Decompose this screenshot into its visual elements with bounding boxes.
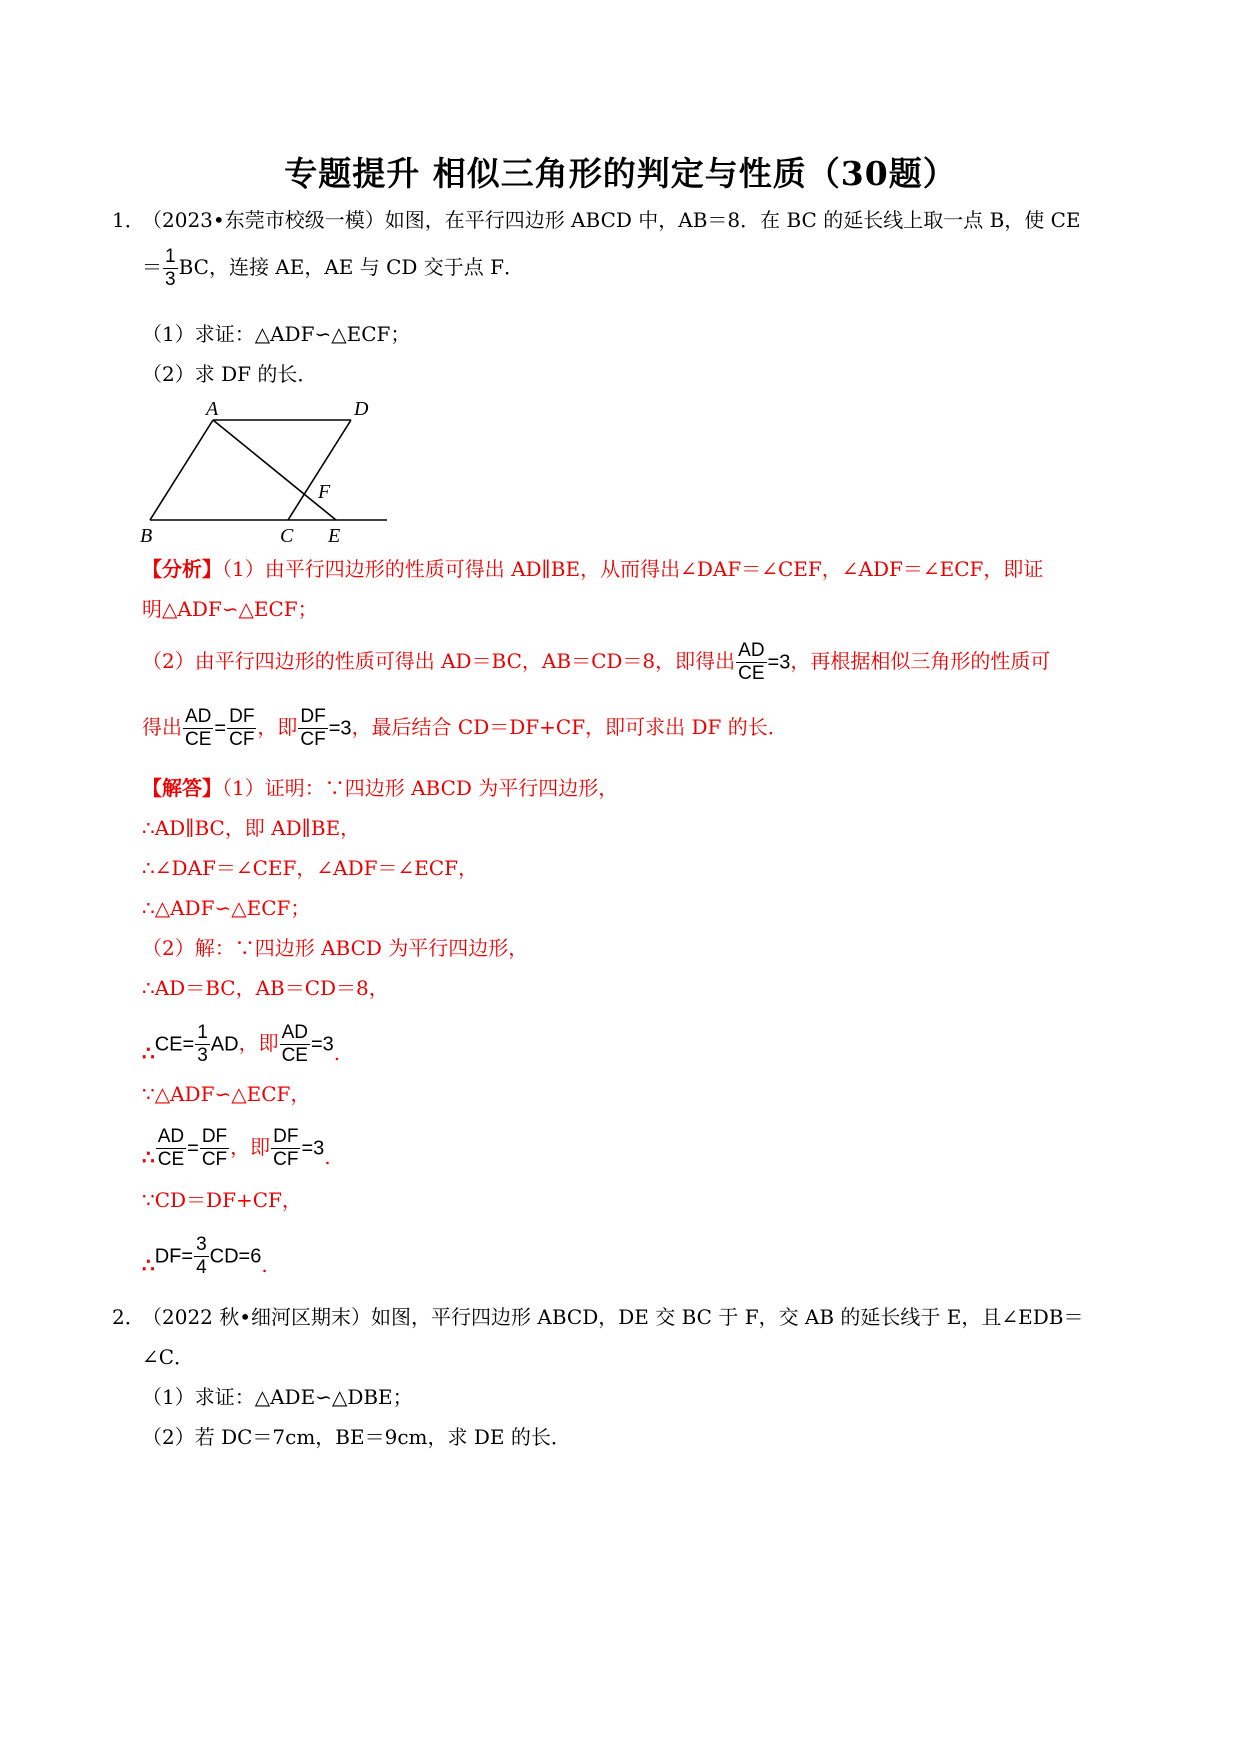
frac-den: CF xyxy=(229,729,255,750)
analysis-line1-text: （1）由平行四边形的性质可得出 AD∥BE，从而得出∠DAF＝∠CEF，∠ADF＝∠ECF，即证 xyxy=(222,557,1044,581)
analysis-tag: 【分析】 xyxy=(142,557,222,581)
answer-frac-ad-ce-2 xyxy=(156,1126,186,1171)
answer-line2: ∴AD∥BC，即 AD∥BE， xyxy=(142,816,361,840)
answer-ce-eq: CE= xyxy=(154,1033,195,1056)
answer-l1-text: （1）证明：∵四边形 ABCD 为平行四边形， xyxy=(222,776,619,800)
frac-num: DF xyxy=(273,1126,299,1147)
answer-cd-eq6: CD=6 xyxy=(209,1245,262,1268)
frac-den: 4 xyxy=(196,1257,207,1278)
q2-part2: （2）若 DC＝7cm，BE＝9cm，求 DE 的长． xyxy=(142,1425,571,1449)
therefore-symbol: ∴ xyxy=(142,1145,155,1169)
answer-frac-df-cf xyxy=(200,1126,229,1171)
analysis-eq3: =3 xyxy=(767,651,791,674)
frac-den: CF xyxy=(300,729,326,750)
frac-num: AD xyxy=(185,706,212,727)
frac-num: AD xyxy=(738,640,765,661)
frac-den: CE xyxy=(738,663,765,684)
frac-num: 1 xyxy=(197,1022,208,1043)
q2-line2: ∠C． xyxy=(142,1345,195,1369)
answer-eq: = xyxy=(187,1137,199,1160)
segment-AE xyxy=(213,420,336,520)
q1-number: 1． xyxy=(112,208,145,232)
frac-den: CF xyxy=(201,1149,228,1170)
frac-den: CF xyxy=(273,1149,299,1170)
frac-num: 3 xyxy=(196,1234,207,1255)
answer-line8: ∵△ADF∽△ECF， xyxy=(142,1082,311,1106)
analysis-frac-df-cf-2 xyxy=(298,706,327,751)
frac-den: CE xyxy=(185,729,212,750)
q1-fraction xyxy=(163,246,178,291)
therefore-symbol: ∴ xyxy=(142,1041,155,1065)
frac-den: 3 xyxy=(197,1045,208,1066)
frac-num: DF xyxy=(300,706,326,727)
frac-num: AD xyxy=(157,1126,185,1147)
analysis-frac-ad-ce xyxy=(736,640,766,685)
q1-part2: （2）求 DF 的长． xyxy=(142,362,318,386)
answer-frac-df-cf-2 xyxy=(271,1126,300,1171)
frac-num: DF xyxy=(201,1126,228,1147)
answer-line5: （2）解：∵四边形 ABCD 为平行四边形， xyxy=(142,936,529,960)
q1-frac-den: 3 xyxy=(165,269,176,290)
frac-num: DF xyxy=(229,706,255,727)
label-A: A xyxy=(206,398,219,420)
answer-line7 xyxy=(142,1022,340,1067)
q1-line2-post: BC，连接 AE，AE 与 CD 交于点 F． xyxy=(178,255,525,279)
answer-l7-mid: ，即 xyxy=(238,1031,279,1055)
side-AB xyxy=(150,420,213,520)
frac-den: CE xyxy=(281,1045,308,1066)
answer-line6: ∴AD＝BC，AB＝CD＝8， xyxy=(142,976,389,1000)
parallelogram-figure xyxy=(140,398,400,546)
answer-frac-ad-ce xyxy=(280,1022,310,1067)
analysis-eq: = xyxy=(214,717,227,740)
answer-tag: 【解答】 xyxy=(142,776,222,800)
analysis-frac-df-cf xyxy=(227,706,256,751)
period: . xyxy=(333,1041,341,1065)
analysis-line4-pre: 得出 xyxy=(142,715,182,739)
q1-equals: ＝ xyxy=(142,255,162,279)
answer-eq3-b: =3 xyxy=(301,1137,325,1160)
q2-number: 2． xyxy=(112,1305,145,1329)
label-E: E xyxy=(328,525,341,546)
analysis-line3 xyxy=(142,640,1050,685)
analysis-line3-post: ，再根据相似三角形的性质可 xyxy=(790,649,1051,673)
answer-ad: AD xyxy=(210,1033,239,1056)
q1-line2 xyxy=(142,246,524,291)
label-B: B xyxy=(140,525,153,546)
q1-frac-num: 1 xyxy=(165,246,176,267)
analysis-line4 xyxy=(142,706,788,751)
frac-den: CE xyxy=(157,1149,185,1170)
answer-line3: ∴∠DAF＝∠CEF，∠ADF＝∠ECF， xyxy=(142,856,479,880)
answer-line9 xyxy=(142,1126,331,1171)
side-DC xyxy=(288,420,351,520)
label-C: C xyxy=(280,525,294,546)
analysis-line1 xyxy=(142,555,1043,583)
analysis-frac-ad-ce-2 xyxy=(183,706,213,751)
answer-line10: ∵CD＝DF+CF， xyxy=(142,1188,302,1212)
answer-line4: ∴△ADF∽△ECF； xyxy=(142,896,311,920)
answer-frac-1-3 xyxy=(195,1022,210,1067)
q2-line1: （2022 秋•细河区期末）如图，平行四边形 ABCD，DE 交 BC 于 F，交 AB 的延长线于 E，且∠EDB＝ xyxy=(142,1305,1084,1329)
q1-part1: （1）求证：△ADF∽△ECF； xyxy=(142,322,411,346)
analysis-line4-mid: ，即 xyxy=(257,715,298,739)
answer-frac-3-4 xyxy=(194,1234,209,1279)
label-D: D xyxy=(354,398,369,420)
period: . xyxy=(261,1253,268,1277)
answer-line11 xyxy=(142,1234,268,1279)
answer-l9-mid: ，即 xyxy=(230,1135,271,1159)
answer-line1 xyxy=(142,774,618,802)
therefore-symbol: ∴ xyxy=(142,1253,155,1277)
q2-part1: （1）求证：△ADE∽△DBE； xyxy=(142,1385,413,1409)
frac-num: AD xyxy=(281,1022,308,1043)
answer-df-eq: DF= xyxy=(154,1245,194,1268)
q1-line1: （2023•东莞市校级一模）如图，在平行四边形 ABCD 中，AB＝8．在 BC 的延长线上取一点 B，使 CE xyxy=(142,208,1081,232)
analysis-eq3-b: =3 xyxy=(328,717,352,740)
answer-eq3: =3 xyxy=(310,1033,334,1056)
analysis-line4-post: ，最后结合 CD＝DF+CF，即可求出 DF 的长． xyxy=(351,715,788,739)
page-title: 专题提升 相似三角形的判定与性质（30题） xyxy=(284,154,957,193)
period: . xyxy=(324,1145,331,1169)
analysis-line3-pre: （2）由平行四边形的性质可得出 AD＝BC，AB＝CD＝8，即得出 xyxy=(142,649,736,673)
analysis-line2: 明△ADF∽△ECF； xyxy=(142,597,318,621)
label-F: F xyxy=(318,481,331,503)
